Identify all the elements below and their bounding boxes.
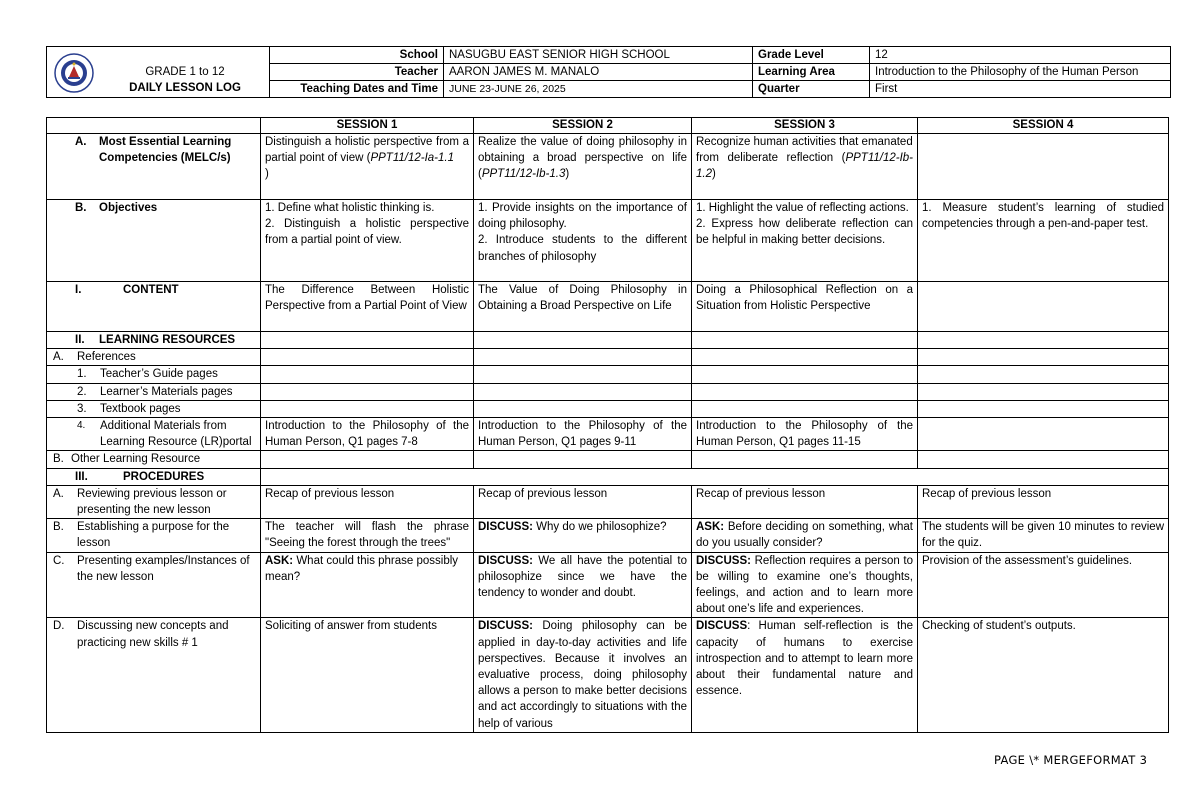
melc-label-cell [47,134,261,200]
session-4-header: SESSION 4 [918,118,1169,134]
procedure-c-s1-text: What could this phrase possibly mean? [265,554,459,583]
session-1-header: SESSION 1 [261,118,474,134]
empty-cell [261,451,474,468]
corner-cell [47,118,261,134]
procedure-d-session-4: Checking of student’s outputs. [918,618,1169,732]
procedure-b-session-1: The teacher will flash the phrase "Seeing the forest through the trees" [261,519,474,552]
empty-cell [692,366,918,383]
procedure-b-num: B. [53,521,64,534]
quarter-label: Quarter [753,81,870,98]
textbook-label-cell [47,400,261,417]
textbook-num: 3. [77,402,87,415]
melc-s3-line2: from deliberate reflection ( [696,152,846,165]
dates-value: JUNE 23-JUNE 26, 2025 [444,81,753,98]
other-resource-num: B. [53,453,64,466]
procedures-label: PROCEDURES [123,470,205,483]
empty-cell [261,366,474,383]
content-session-2: The Value of Doing Philosophy in Obtaining a Broad Perspective on Life [474,282,692,332]
content-session-3: Doing a Philosophical Reflection on a Situation from Holistic Perspective [692,282,918,332]
procedure-b-s3-keyword: ASK: [696,521,725,534]
procedure-d-s2-keyword: DISCUSS: [478,620,533,633]
content-label-cell [47,282,261,332]
learners-materials-label: Learner’s Materials pages [100,385,233,398]
logo-cell [47,47,270,98]
procedures-num: III. [75,470,88,483]
melc-s3-close: ) [712,168,716,181]
melc-s2-close: ) [565,168,570,181]
procedure-d-row [47,618,1169,732]
procedure-c-session-2 [474,552,692,618]
empty-cell [918,451,1169,468]
empty-cell [261,400,474,417]
procedure-c-num: C. [53,554,65,567]
teachers-guide-label: Teacher’s Guide pages [100,368,218,381]
session-header-row [47,118,1169,134]
empty-cell [692,332,918,349]
objectives-session-4 [918,200,1169,282]
additional-materials-row [47,418,1169,451]
quarter-value: First [870,81,1171,98]
melc-session-3 [692,134,918,200]
additional-materials-label: Additional Materials from Learning Resource (LR)portal [100,420,252,449]
resources-row [47,332,1169,349]
procedure-a-num: A. [53,487,64,500]
procedure-b-label: Establishing a purpose for the lesson [77,521,230,550]
references-label: References [77,351,136,364]
procedure-c-s3-keyword: DISCUSS: [696,554,751,567]
additional-materials-num: 4. [77,420,86,432]
objectives-session-2 [474,200,692,282]
textbook-label: Textbook pages [100,402,181,415]
objective-item: 2. Express how deliberate reflection can be helpful in making better decisions. [696,218,913,247]
procedure-b-s2-keyword: DISCUSS: [478,521,533,534]
log-title: DAILY LESSON LOG [129,82,241,94]
procedure-d-session-1: Soliciting of answer from students [261,618,474,732]
procedure-d-label: Discussing new concepts and practicing new skills # 1 [77,620,229,649]
header-table [46,46,1171,98]
empty-cell [692,383,918,400]
learners-materials-num: 2. [77,385,87,398]
teachers-guide-num: 1. [77,368,87,381]
additional-materials-session-3: Introduction to the Philosophy of the Human Person, Q1 pages 11-15 [692,418,918,451]
procedure-c-s2-text: We all have the potential to philosophize since we have the tendency to wonder and doubt. [478,554,687,600]
school-value: NASUGBU EAST SENIOR HIGH SCHOOL [444,47,753,64]
procedure-a-session-4: Recap of previous lesson [918,485,1169,518]
empty-cell [474,451,692,468]
procedure-d-session-2 [474,618,692,732]
procedure-b-session-3 [692,519,918,552]
procedure-b-s3-text: Before deciding on something, what do you usually consider? [696,521,913,550]
melc-session-1 [261,134,474,200]
empty-cell [474,332,692,349]
learning-area-label: Learning Area [753,64,870,81]
other-resource-row [47,451,1169,468]
learners-materials-row [47,383,1169,400]
melc-s1-text: Distinguish a holistic perspective from a partial point of view ( [265,136,469,165]
grade-level-value: 12 [870,47,1171,64]
resources-num: II. [75,334,85,346]
procedures-row [47,468,1169,485]
melc-s3-code: PPT11/12-Ib-1.2 [696,152,913,181]
other-resource-label: Other Learning Resource [71,453,201,466]
grade-level-label: Grade Level [753,47,870,64]
procedure-b-row [47,519,1169,552]
procedure-c-session-4: Provision of the assessment’s guidelines. [918,552,1169,618]
other-resource-label-cell [47,451,261,468]
empty-cell [261,332,474,349]
resources-label: LEARNING RESOURCES [99,334,236,346]
objective-item: 1. Measure student’s learning of studied competencies through a pen-and-paper test. [922,202,1164,231]
procedure-a-label-cell [47,485,261,518]
procedure-d-s3-text: : Human self-reflection is the capacity of humans to exercise introspection and to attempt to learn more about their fundamental nature and essence. [696,620,913,698]
empty-cell [918,349,1169,366]
objective-item: 1. Highlight the value of reflecting actions. [696,202,909,214]
procedure-a-label: Reviewing previous lesson or presenting the new lesson [77,487,227,517]
content-num: I. [75,284,82,296]
session-2-header: SESSION 2 [474,118,692,134]
procedure-c-row [47,552,1169,618]
resources-label-cell [47,332,261,349]
melc-label: Most Essential Learning Competencies (MELC/s) [99,136,232,165]
empty-cell [692,400,918,417]
procedure-c-label: Presenting examples/Instances of the new lesson [77,554,250,583]
empty-cell [474,366,692,383]
melc-s3-line1: Recognize human activities that emanated [696,136,913,148]
objectives-session-3 [692,200,918,282]
procedure-a-session-3: Recap of previous lesson [692,485,918,518]
objective-item: 2. Introduce students to the different branches of philosophy [478,234,687,263]
grade-range: GRADE 1 to 12 [145,66,225,78]
school-label: School [270,47,444,64]
procedure-a-row [47,485,1169,518]
procedure-b-session-4: The students will be given 10 minutes to review for the quiz. [918,519,1169,552]
additional-materials-label-cell [47,418,261,451]
procedure-b-session-2 [474,519,692,552]
additional-materials-session-1: Introduction to the Philosophy of the Human Person, Q1 pages 7-8 [261,418,474,451]
lesson-table [46,117,1169,733]
teacher-label: Teacher [270,64,444,81]
melc-session-4 [918,134,1169,200]
empty-cell [261,383,474,400]
empty-cell [261,349,474,366]
objectives-num: B. [75,202,87,214]
additional-materials-session-2: Introduction to the Philosophy of the Human Person, Q1 pages 9-11 [474,418,692,451]
procedures-label-cell [47,468,261,485]
melc-session-2 [474,134,692,200]
teacher-value: AARON JAMES M. MANALO [444,64,753,81]
deped-seal-icon [53,53,95,93]
procedure-b-label-cell [47,519,261,552]
objective-item: 1. Provide insights on the importance of doing philosophy. [478,202,687,231]
content-label: CONTENT [123,284,179,296]
procedure-c-session-1 [261,552,474,618]
teachers-guide-label-cell [47,366,261,383]
empty-cell [918,400,1169,417]
procedure-c-s3-text: Reflection requires a person to be willing to examine one’s thoughts, feelings, and action and to learn more about one’s life and experiences. [696,554,913,616]
procedure-d-num: D. [53,620,65,633]
empty-cell [918,418,1169,451]
melc-s2-text: Realize the value of doing philosophy in obtaining a broad perspective on life ( [478,136,687,181]
learners-materials-label-cell [47,383,261,400]
learning-area-value: Introduction to the Philosophy of the Human Person [870,64,1171,81]
references-num: A. [53,351,64,364]
references-row [47,349,1169,366]
objectives-row [47,200,1169,282]
content-session-1: The Difference Between Holistic Perspective from a Partial Point of View [261,282,474,332]
procedure-d-label-cell [47,618,261,732]
procedure-c-s2-keyword: DISCUSS: [478,554,533,567]
teachers-guide-row [47,366,1169,383]
content-row [47,282,1169,332]
procedure-d-s3-keyword: DISCUSS [696,620,748,633]
procedure-c-session-3 [692,552,918,618]
empty-cell [918,383,1169,400]
empty-cell [474,400,692,417]
textbook-row [47,400,1169,417]
references-label-cell [47,349,261,366]
empty-cell [474,383,692,400]
objectives-session-1 [261,200,474,282]
procedure-a-session-1: Recap of previous lesson [261,485,474,518]
melc-row [47,134,1169,200]
procedure-d-s2-text: Doing philosophy can be applied in day-to-day activities and life perspectives. Because it involves an evaluative process, doing philosophy allows a person to make better decisions and act accordingly to situations with the help of various [478,620,687,730]
procedure-c-s1-keyword: ASK: [265,554,294,567]
objectives-label: Objectives [99,202,158,214]
empty-cell [474,349,692,366]
empty-cell [692,349,918,366]
empty-cell [692,451,918,468]
procedure-a-session-2: Recap of previous lesson [474,485,692,518]
procedure-d-session-3 [692,618,918,732]
procedure-b-s2-text: Why do we philosophize? [532,521,667,534]
objectives-label-cell [47,200,261,282]
empty-cell [918,366,1169,383]
melc-s2-code: PPT11/12-Ib-1.3 [481,168,566,181]
melc-s1-close: ) [265,168,269,181]
melc-s1-code: PPT11/12-Ia-1.1 [370,152,454,165]
empty-cell [918,332,1169,349]
melc-num: A. [75,136,87,148]
procedures-span-cell [261,468,1169,485]
session-3-header: SESSION 3 [692,118,918,134]
procedure-c-label-cell [47,552,261,618]
page-footer: PAGE \* MERGEFORMAT 3 [994,753,1148,767]
objective-item: 1. Define what holistic thinking is. [265,202,435,214]
content-session-4 [918,282,1169,332]
objective-item: 2. Distinguish a holistic perspective from a partial point of view. [265,218,469,247]
dates-label: Teaching Dates and Time [270,81,444,98]
